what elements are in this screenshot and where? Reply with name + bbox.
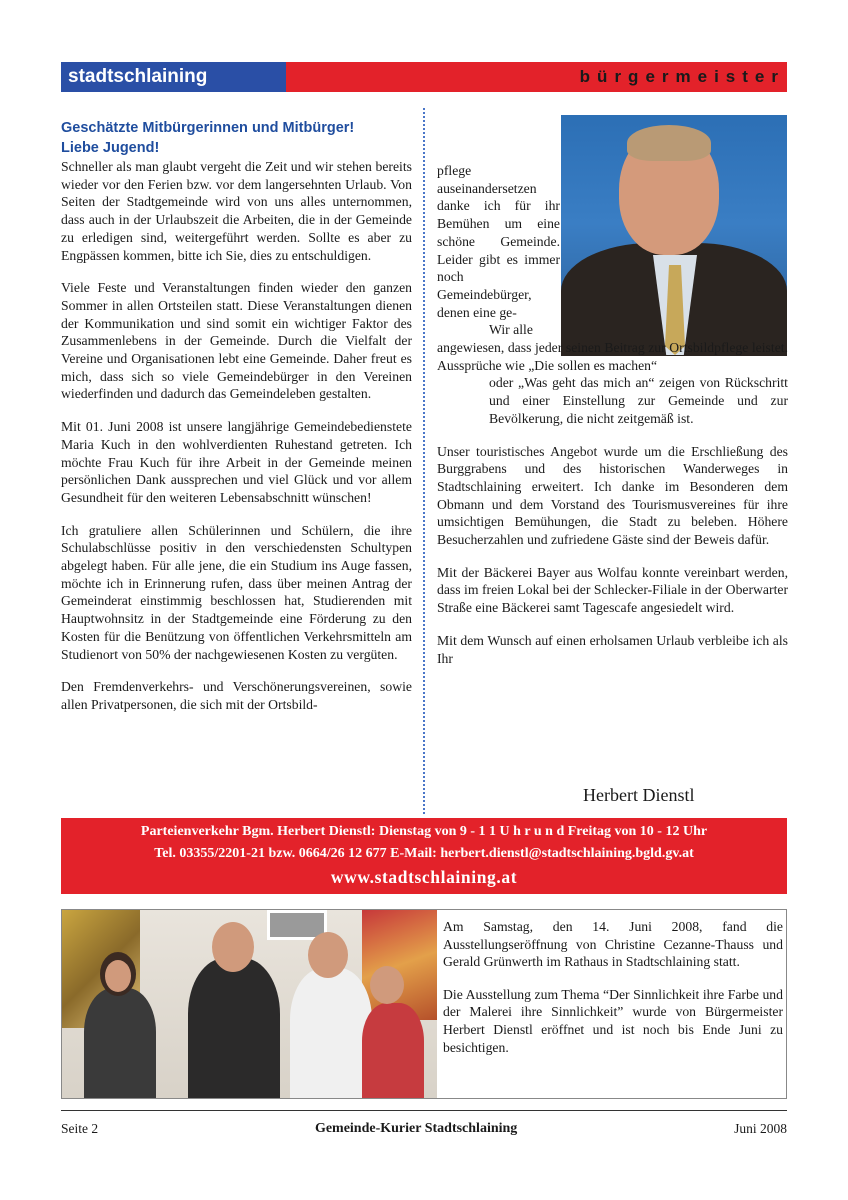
- greeting-line-1: Geschätzte Mitbürgerinnen und Mitbürger!: [61, 120, 355, 136]
- paragraph: Unser touristisches Angebot wurde um die Erschließung des Burggrabens und des historischen Wanderweges in Stadtschlaining erweitert. Ich danke im Besonderen dem Obmann und dem Vorstand des Tourismusvereines für ihre umsichtigen Bemühungen, die Stadt zu beleben. Höhere Besucherzahlen und zufriedene Gäste sind der Beweis dafür.: [437, 443, 788, 548]
- issue-date: Juni 2008: [734, 1121, 787, 1136]
- exhibition-text: [443, 918, 783, 1056]
- exhibition-photo: [62, 910, 437, 1098]
- paragraph: Ich gratuliere allen Schülerinnen und Schülern, die ihre Schulabschlüsse positiv in den verschiedensten Schultypen abgelegt haben. Für alle jene, die ein Studium ins Auge fassen, möchte ich in Erinnerung rufen, dass über meinen Antrag der Gemeinderat einstimmig beschlossen hat, Studierenden mit Hauptwohnsitz in der Stadtgemeinde eine Förderung zu den Kosten für die Benützung von öffentlichen Verkehrsmitteln am Studienort von 50% der nachgewiesenen Kosten zu vergüten.: [61, 522, 412, 662]
- paragraph: angewiesen, dass jeder seinen Beitrag zur Ortsbildpflege leistet. Aussprüche wie „Die sollen es machen“: [437, 340, 788, 373]
- footer-rule: [61, 1110, 787, 1111]
- paragraph: Mit der Bäckerei Bayer aus Wolfau konnte vereinbart werden, dass im freien Lokal bei der Schlecker-Filiale in der Oberwarter Straße eine Bäckerei samt Tagescafe angesiedelt wird.: [437, 564, 788, 616]
- paragraph: Mit 01. Juni 2008 ist unsere langjährige Gemeindebedienstete Maria Kuch in den wohlverdienten Ruhestand getreten. Ich möchte Frau Kuch für ihre Arbeit in der Gemeinde meinen persönlichen Dank aussprechen und viel Glück und vor allem Gesundheit für den weiteren Lebensabschnitt wünschen!: [61, 419, 412, 505]
- paragraph: Schneller als man glaubt vergeht die Zeit und wir stehen bereits wieder vor den Ferien bzw. vor dem langersehnten Urlaub. Von Seiten der Stadtgemeinde wird von uns alles unternommen, dass auch in der Urlaubszeit die Arbeiten, die in der Gemeinde zu erledigen sind, weitergeführt werden. Sollte es aber zu Engpässen kommen, bitte ich Sie, dies zu entschuldigen.: [61, 159, 412, 263]
- left-column: [61, 118, 412, 714]
- header-town-name: stadtschlaining: [61, 62, 286, 92]
- signature: Herbert Dienstl: [583, 785, 695, 805]
- page-header: [61, 62, 787, 92]
- contact-info-bar: [61, 818, 787, 894]
- wrapped-paragraph: pflege auseinandersetzen danke ich für ihr Bemühen um eine schöne Gemeinde. Leider gibt es immer noch Gemeindebürger, denen eine ge-: [437, 163, 560, 320]
- paragraph: oder „Was geht das mich an“ zeigen von Rückschritt und einer Einstellung zur Gemeinde und zur Bevölkerung, die nicht zeitgemäß ist.: [489, 375, 788, 426]
- exhibition-box: [61, 909, 787, 1099]
- paragraph: Den Fremdenverkehrs- und Verschönerungsvereinen, sowie allen Privatpersonen, die sich mit der Ortsbild-: [61, 679, 412, 712]
- publication-title: Gemeinde-Kurier Stadtschlaining: [314, 1121, 518, 1136]
- header-section-title: bürgermeister: [286, 62, 787, 92]
- website-link[interactable]: www.stadtschlaining.at: [330, 867, 518, 887]
- paragraph: Viele Feste und Veranstaltungen finden wieder den ganzen Sommer in allen Ortsteilen statt. Diese Veranstaltungen dienen der Kommunikation und sind somit ein wichtiger Faktor des Zusammenlebens in der Gemeinde. Durch die Vielfalt der Vereine und Organisationen lebt eine Gemeinde. Daher freut es mich, dass sich so viele Gemeindebürger in den Vereinen wiederfinden und dadurch das Gemeindeleben gestalten.: [61, 280, 412, 402]
- wrapped-paragraph-cont: Wir alle: [489, 322, 533, 338]
- page-footer: [61, 1121, 787, 1137]
- paragraph: Am Samstag, den 14. Juni 2008, fand die Ausstellungseröffnung von Christine Cezanne-Thauss und Gerald Grünwerth im Rathaus in Stadtschlaining statt.: [443, 919, 783, 970]
- contact-phone-email: Tel. 03355/2201-21 bzw. 0664/26 12 677 E-Mail: herbert.dienstl@stadtschlaining.bgld.gv.at: [154, 846, 694, 861]
- greeting-line-2: Liebe Jugend!: [61, 140, 160, 156]
- office-hours: Parteienverkehr Bgm. Herbert Dienstl: Dienstag von 9 - 1 1 U h r u n d Freitag von 10 - 12 Uhr: [140, 824, 708, 839]
- paragraph: Mit dem Wunsch auf einen erholsamen Urlaub verbleibe ich als Ihr: [437, 632, 788, 666]
- page-number: Seite 2: [61, 1121, 99, 1136]
- paragraph: Die Ausstellung zum Thema “Der Sinnlichkeit ihre Farbe und der Malerei ihre Sinnlichkeit” wurde von Bürgermeister Herbert Dienstl eröffnet und ist noch bis Ende Juni zu besichtigen.: [443, 986, 783, 1055]
- column-divider: [423, 108, 425, 814]
- right-column: [437, 162, 788, 667]
